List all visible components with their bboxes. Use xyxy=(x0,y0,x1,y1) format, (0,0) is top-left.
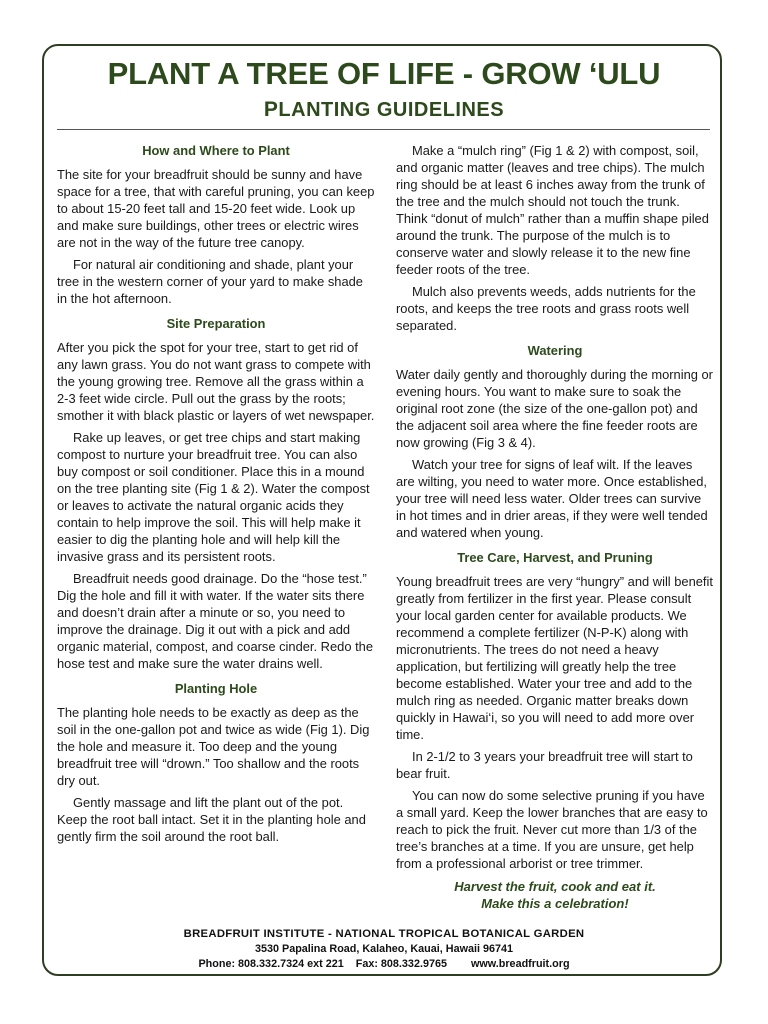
subtitle-initial: P xyxy=(263,98,279,121)
closing-message xyxy=(396,878,714,912)
footer-contact xyxy=(44,957,724,972)
page-title: PLANT A TREE OF LIFE - GROW ‘ULU xyxy=(107,56,661,91)
footer-organization: BREADFRUIT INSTITUTE - NATIONAL TROPICAL BOTANICAL GARDEN xyxy=(183,928,585,940)
paragraph: Water daily gently and thoroughly during the morning or evening hours. You want to make sure to soak the original root zone (the size of the one-gallon pot) and the adjacent soil area where the fine feeder roots are now growing (Fig 3 & 4). xyxy=(396,367,713,450)
paragraph: Young breadfruit trees are very “hungry” and will benefit greatly from fertilizer in the first year. Please consult your local garden center for available products. We recommend a complete fertilizer (N-P-K) along with micronutrients. The trees do not need a heavy application, but fertilizing will greatly help the tree become established. Water your tree and add to the mulch ring as needed. Organic matter breaks down quickly in Hawai‘i, so you will need to add more over time. xyxy=(396,574,713,742)
closing-line-2: Make this a celebration! xyxy=(481,896,629,911)
title-divider xyxy=(57,129,710,130)
paragraph: You can now do some selective pruning if you have a small yard. Keep the lower branches that are easy to reach to pick the fruit. Never cut more than 1/3 of the tree’s branches at a time. If you are unsure, get help from a professional arborist or tree trimmer. xyxy=(396,788,708,871)
closing-line-1: Harvest the fruit, cook and eat it. xyxy=(454,879,656,894)
heading-watering: Watering xyxy=(527,343,583,358)
footer-address: 3530 Papalina Road, Kalaheo, Kauai, Hawaii 96741 xyxy=(254,943,514,955)
paragraph: Gently massage and lift the plant out of the pot. Keep the root ball intact. Set it in the planting hole and gently firm the soil around the root ball. xyxy=(57,795,366,844)
heading-how-where: How and Where to Plant xyxy=(142,143,290,158)
paragraph: Breadfruit needs good drainage. Do the “hose test.” Dig the hole and fill it with water. If the water sits there and doesn’t drain after a minute or so, you need to improve the drainage. Dig it out with a pick and add organic material, compost, and coarse cinder. Redo the hose test and make sure the water drains well. xyxy=(57,571,373,671)
paragraph: Watch your tree for signs of leaf wilt. If the leaves are wilting, you need to water more. Once established, your tree will need less water. Older trees can survive in hot times and in drier areas, if they were well tended and watered when young. xyxy=(396,457,708,540)
footer-website-link[interactable]: www.breadfruit.org xyxy=(470,958,570,970)
heading-site-preparation: Site Preparation xyxy=(166,316,266,331)
footer-phone: Phone: 808.332.7324 ext 221 xyxy=(198,958,344,970)
heading-planting-hole: Planting Hole xyxy=(174,681,258,696)
paragraph: After you pick the spot for your tree, start to get rid of any lawn grass. You do not want grass to compete with the young growing tree. Remove all the grass within a 2-3 feet wide circle. Pull out the grass by the roots; smother it with black plastic or layers of wet newspaper. xyxy=(57,340,375,423)
paragraph: Rake up leaves, or get tree chips and start making compost to nurture your breadfruit tree. You can also buy compost or soil conditioner. Place this in a mound on the tree planting site (Fig 1 & 2). Water the compost or leaves to activate the natural organic acids they contain to help improve the soil. This will help make it easier to dig the planting hole and will help kill the invasive grass and its persistent roots. xyxy=(57,430,370,564)
paragraph: For natural air conditioning and shade, plant your tree in the western corner of your yard to make shade in the hot afternoon. xyxy=(57,257,363,306)
page-subtitle xyxy=(44,98,724,122)
paragraph: Mulch also prevents weeds, adds nutrients for the roots, and keeps the tree roots and grass roots well separated. xyxy=(396,284,696,333)
heading-tree-care: Tree Care, Harvest, and Pruning xyxy=(457,550,653,565)
right-column xyxy=(396,142,714,912)
footer-fax: Fax: 808.332.9765 xyxy=(355,958,447,970)
paragraph: In 2-1/2 to 3 years your breadfruit tree will start to bear fruit. xyxy=(396,749,693,781)
subtitle-rest: LANTING GUIDELINES xyxy=(278,99,505,121)
paragraph: Make a “mulch ring” (Fig 1 & 2) with compost, soil, and organic matter (leaves and tree chips). The mulch ring should be at least 6 inches away from the trunk of the tree and the mulch should not touch the trunk. Think “donut of mulch” rather than a muffin shape piled around the trunk. The purpose of the mulch is to conserve water and slowly release it to the new fine feeder roots of the tree. xyxy=(396,143,709,277)
paragraph: The planting hole needs to be exactly as deep as the soil in the one-gallon pot and twice as wide (Fig 1). Dig the hole and measure it. Too deep and the young breadfruit tree will “drown.” Too shallow and the roots dry out. xyxy=(57,705,370,788)
footer xyxy=(44,926,724,972)
paragraph: The site for your breadfruit should be sunny and have space for a tree, that with careful pruning, you can keep to about 15-20 feet tall and 15-20 feet wide. Look up and make sure buildings, other trees or electric wires are not in the way of the future tree canopy. xyxy=(57,167,375,250)
left-column xyxy=(57,142,375,850)
